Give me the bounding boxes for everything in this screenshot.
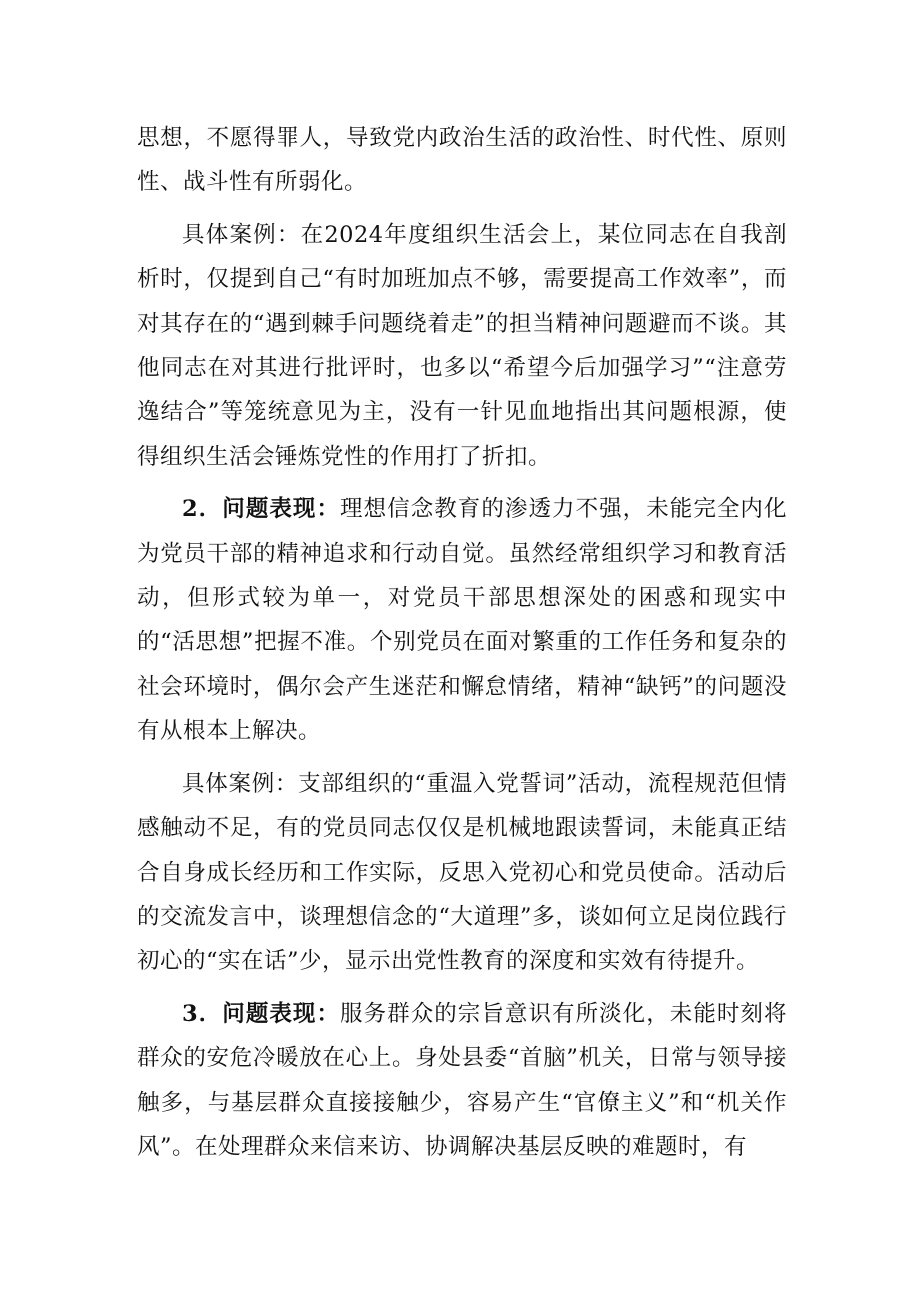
problem-lead-label: 3．问题表现： (182, 1000, 341, 1027)
paragraph-text: 服务群众的宗旨意识有所淡化，未能时刻将群众的安危冷暖放在心上。身处县委“首脑”机关，日常与领导接触多，与基层群众直接接触少，容易产生“官僚主义”和“机关作风”。在处理群众来信来访、协调解决基层反映的难题时，有 (137, 1000, 787, 1160)
problem-lead-label: 2．问题表现： (182, 496, 341, 523)
paragraph-problem-3 (137, 992, 787, 1170)
paragraph-case-example-2 (137, 762, 787, 984)
document-body (137, 116, 787, 1177)
paragraph-continuation (137, 116, 787, 205)
paragraph-problem-2 (137, 487, 787, 753)
paragraph-case-example-1 (137, 213, 787, 479)
paragraph-text: 思想，不愿得罪人，导致党内政治生活的政治性、时代性、原则性、战斗性有所弱化。 (137, 125, 787, 196)
paragraph-text: 具体案例：在2024年度组织生活会上，某位同志在自我剖析时，仅提到自己“有时加班加点不够，需要提高工作效率”，而对其存在的“遇到棘手问题绕着走”的担当精神问题避而不谈。其他同志在对其进行批评时，也多以“希望今后加强学习”“注意劳逸结合”等笼统意见为主，没有一针见血地指出其问题根源，使得组织生活会锤炼党性的作用打了折扣。 (137, 221, 787, 470)
paragraph-text: 理想信念教育的渗透力不强，未能完全内化为党员干部的精神追求和行动自觉。虽然经常组织学习和教育活动，但形式较为单一，对党员干部思想深处的困惑和现实中的“活思想”把握不准。个别党员在面对繁重的工作任务和复杂的社会环境时，偶尔会产生迷茫和懈怠情绪，精神“缺钙”的问题没有从根本上解决。 (137, 496, 787, 745)
paragraph-text: 具体案例：支部组织的“重温入党誓词”活动，流程规范但情感触动不足，有的党员同志仅仅是机械地跟读誓词，未能真正结合自身成长经历和工作实际，反思入党初心和党员使命。活动后的交流发言中，谈理想信念的“大道理”多，谈如何立足岗位践行初心的“实在话”少，显示出党性教育的深度和实效有待提升。 (137, 770, 787, 975)
